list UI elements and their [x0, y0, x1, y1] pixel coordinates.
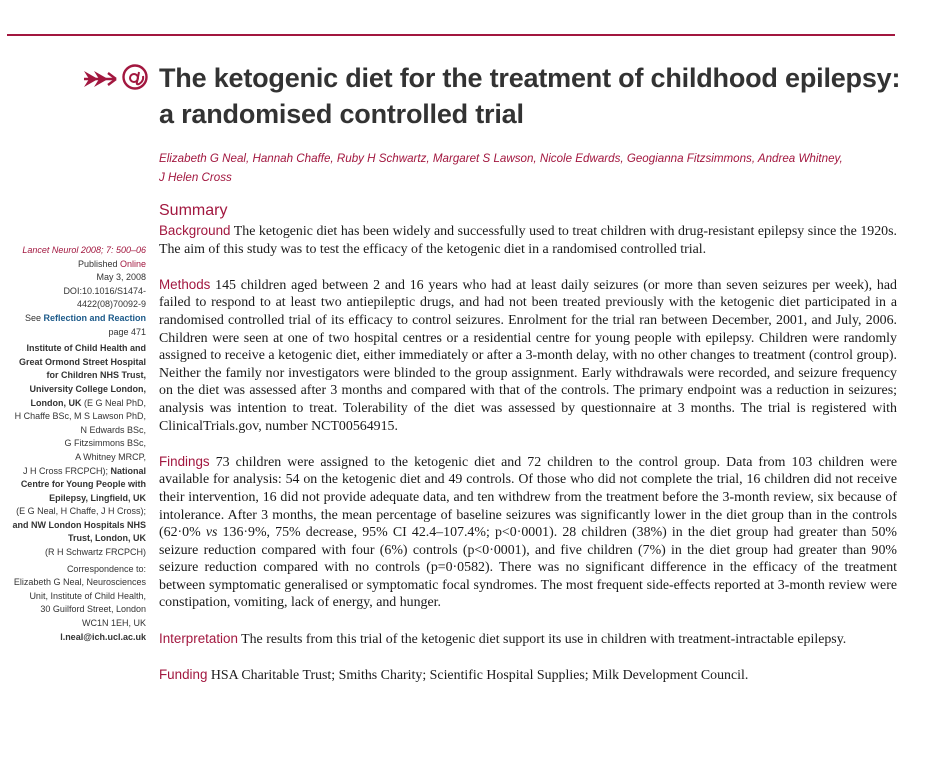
affil-line: for Children NHS Trust, [46, 370, 146, 381]
methods-paragraph [159, 276, 897, 435]
online-link[interactable]: Online [119, 258, 146, 269]
affil-line: (E G Neal, H Chaffe, J H Cross); [16, 506, 146, 517]
title-line-1: The ketogenic diet for the treatment of childhood epilepsy: [159, 63, 901, 93]
funding-paragraph [159, 666, 897, 685]
interpretation-label: Interpretation [159, 630, 238, 646]
findings-text-a: 73 children were assigned to the ketogenic diet and 72 children to the control group. Data from 103 children were available for analysis: 54 on the ketogenic diet and 49 controls. Of those who did not complete the trial, 16 children did not receive their intervention, 16 did not provide adequate data, and ten withdrew from the treatment before the 3-month review, six because of intolerance. After 3 months, the mean percentage of baseline seizures was significantly lower in the diet group than in the controls (62·0% [159, 454, 897, 541]
author-list [159, 149, 889, 187]
published-date: May 3, 2008 [96, 272, 146, 283]
summary-heading: Summary [159, 202, 228, 219]
affil-line: and NW London Hospitals NHS [12, 519, 146, 530]
affil-line [4, 397, 146, 411]
findings-vs: vs [205, 525, 218, 541]
affil-line: Centre for Young People with [20, 479, 146, 490]
findings-paragraph [159, 453, 897, 612]
see-page: page 471 [108, 326, 146, 337]
affil-line: Trust, London, UK [68, 533, 146, 544]
affil-line: N Edwards BSc, [80, 424, 146, 435]
article-title [159, 60, 919, 132]
correspondence-line: Unit, Institute of Child Health, [29, 590, 146, 601]
header-rule [7, 34, 895, 36]
title-line-2: a randomised controlled trial [159, 99, 524, 129]
see-prefix: See [24, 312, 44, 323]
authors-line-2: J Helen Cross [159, 171, 232, 184]
findings-text-b: 136·9%, 75% decrease, 95% CI 42.4–107.4%; p<0·0001). 28 children (38%) in the diet group had greater than 50% seizure reduction compared with four (6%) controls (p<0·0001), and five children (7%) in the diet group had greater than 90% seizure reduction compared with no controls (p=0·0582). There was no significant difference in the efficacy of the treatment between symptomatic generalised or symptomatic focal syndromes. The most frequent side-effects reported at 3-month review were constipation, vomiting, lack of energy, and hunger. [159, 525, 898, 611]
affil-line: Great Ormond Street Hospital [18, 356, 146, 367]
funding-text: HSA Charitable Trust; Smiths Charity; Scientific Hospital Supplies; Milk Development Council. [207, 667, 749, 683]
correspondence-line: 30 Guilford Street, London [40, 604, 146, 615]
journal-citation: Lancet Neurol 2008; 7: 500–06 [22, 245, 146, 255]
methods-text: 145 children aged between 2 and 16 years who had at least daily seizures (or more than seven seizures per week), had failed to respond to at least two antiepileptic drugs, and had not been treated previously with the ketogenic diet participated in a randomised controlled trial of its efficacy to control seizures. Enrolment for the trial ran between December, 2001, and July, 2006. Children were seen at one of two hospital centres or a residential centre for young people with epilepsy. Children were randomly assigned to receive a ketogenic diet, either immediately or after a 3-month delay, with no other changes to treatment (control group). Neither the family nor investigators were blinded to the group assignment. Early withdrawals were recorded, and seizure frequency on the diet was assessed after 3 months and compared with that of the controls. The primary endpoint was a reduction in seizures; analysis was intention to treat. Tolerability of the diet was assessed by questionnaire at 3 months. The trial is registered with ClinicalTrials.gov, number NCT00564915. [159, 277, 897, 434]
abstract-body [159, 222, 897, 684]
affil-line [4, 465, 146, 479]
findings-label: Findings [159, 453, 210, 469]
interpretation-paragraph [159, 630, 897, 649]
london-bold: London, UK [30, 397, 82, 408]
doi-line-2: 4422(08)70092-9 [76, 299, 146, 310]
affil-line: H Chaffe BSc, M S Lawson PhD, [14, 411, 146, 422]
affil-line: A Whitney MRCP, [75, 451, 146, 462]
published-line [4, 258, 146, 272]
cross-plain: J H Cross FRCPCH); [22, 465, 108, 476]
authors-line-1: Elizabeth G Neal, Hannah Chaffe, Ruby H Schwartz, Margaret S Lawson, Nicole Edwards, Geogianna Fitzsimmons, Andrea Whitney, [159, 152, 843, 165]
background-paragraph [159, 222, 897, 258]
background-text: The ketogenic diet has been widely and successfully used to treat children with drug-resistant epilepsy since the 1920s. The aim of this study was to test the efficacy of the ketogenic diet in a randomised controlled trial. [159, 224, 897, 257]
background-label: Background [159, 223, 231, 238]
see-line [4, 312, 146, 326]
correspondence-line: WC1N 1EH, UK [81, 618, 146, 629]
affil-line: (R H Schwartz FRCPCH) [44, 547, 146, 558]
published-prefix: Published [77, 258, 120, 269]
correspondence-line: Elizabeth G Neal, Neurosciences [13, 577, 146, 588]
sidebar-notes [4, 244, 146, 644]
affil-line: University College London, [29, 383, 146, 394]
cross-bold: National [107, 465, 146, 476]
affil-line: Institute of Child Health and [26, 343, 146, 354]
affil-line: Epilepsy, Lingfield, UK [49, 492, 146, 503]
london-rest: (E G Neal PhD, [81, 397, 146, 408]
affil-line: G Fitzsimmons BSc, [64, 438, 146, 449]
correspondence-line: Correspondence to: [66, 563, 146, 574]
email-link[interactable]: l.neal@ich.ucl.ac.uk [60, 631, 146, 642]
interpretation-text: The results from this trial of the ketogenic diet support its use in children with treatment-intractable epilepsy. [237, 631, 847, 647]
arrow-at-logo-icon [82, 62, 156, 96]
methods-label: Methods [159, 276, 211, 292]
funding-label: Funding [159, 666, 208, 682]
doi-line-1: DOI:10.1016/S1474- [63, 285, 146, 296]
reflection-link[interactable]: Reflection and Reaction [43, 312, 146, 323]
